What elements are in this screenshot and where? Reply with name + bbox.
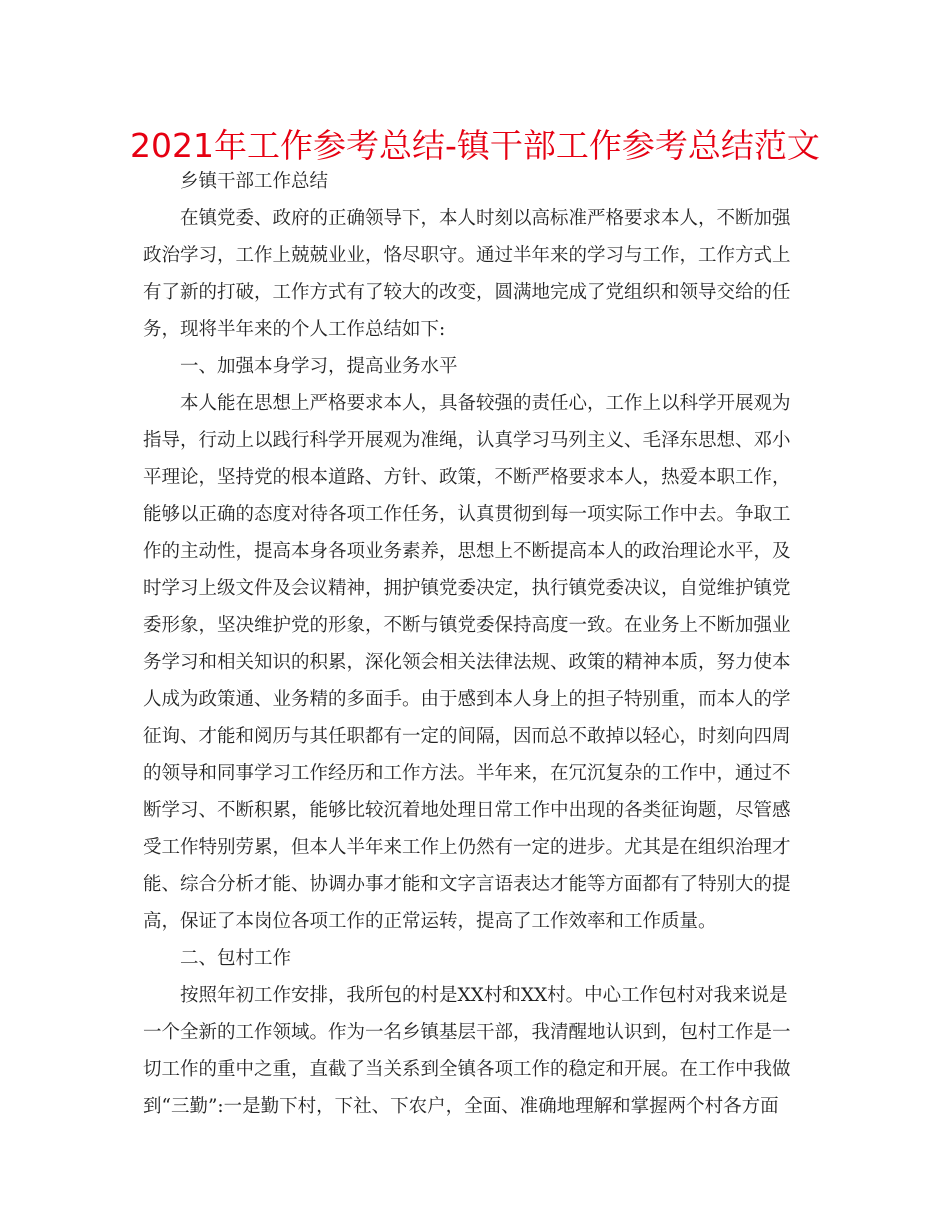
- text-line: 政治学习，工作上兢兢业业，恪尽职守。通过半年来的学习与工作，工作方式上: [143, 245, 791, 266]
- text-line: 务学习和相关知识的积累，深化领会相关法律法规、政策的精神本质，努力使本: [143, 652, 791, 673]
- text-line: 在镇党委、政府的正确领导下，本人时刻以高标准严格要求本人，不断加强: [180, 208, 791, 229]
- text-line: 乡镇干部工作总结: [180, 171, 329, 192]
- text-line: 二、包村工作: [180, 948, 292, 969]
- document-body: [143, 163, 809, 1125]
- text-line: 能够以正确的态度对待各项工作任务，认真贯彻到每一项实际工作中去。争取工: [143, 504, 791, 525]
- text-line: 平理论，坚持党的根本道路、方针、政策，不断严格要求本人，热爱本职工作，: [143, 467, 791, 488]
- text-line: 务，现将半年来的个人工作总结如下:: [143, 319, 446, 340]
- text-line: 能、综合分析才能、协调办事才能和文字言语表达才能等方面都有了特别大的提: [143, 874, 791, 895]
- text-line: 征询、才能和阅历与其任职都有一定的间隔，因而总不敢掉以轻心，时刻向四周: [143, 726, 791, 747]
- text-line: 有了新的打破，工作方式有了较大的改变，圆满地完成了党组织和领导交给的任: [143, 282, 791, 303]
- text-line: 时学习上级文件及会议精神，拥护镇党委决定，执行镇党委决议，自觉维护镇党: [143, 578, 791, 599]
- text-line: 指导，行动上以践行科学开展观为准绳，认真学习马列主义、毛泽东思想、邓小: [143, 430, 791, 451]
- text-line: 切工作的重中之重，直截了当关系到全镇各项工作的稳定和开展。在工作中我做: [143, 1059, 791, 1080]
- document-title: 2021年工作参考总结-镇干部工作参考总结范文: [130, 126, 820, 165]
- text-line: 高，保证了本岗位各项工作的正常运转，提高了工作效率和工作质量。: [143, 911, 717, 932]
- text-line: 作的主动性，提高本身各项业务素养，思想上不断提高本人的政治理论水平，及: [143, 541, 791, 562]
- text-line: 到“三勤”:一是勤下村，下社、下农户，全面、准确地理解和掌握两个村各方面: [143, 1096, 779, 1117]
- text-line: 委形象，坚决维护党的形象，不断与镇党委保持高度一致。在业务上不断加强业: [143, 615, 791, 636]
- text-line: 人成为政策通、业务精的多面手。由于感到本人身上的担子特别重，而本人的学: [143, 689, 791, 710]
- text-line: 按照年初工作安排，我所包的村是XX村和XX村。中心工作包村对我来说是: [180, 985, 788, 1006]
- text-line: 一个全新的工作领域。作为一名乡镇基层干部，我清醒地认识到，包村工作是一: [143, 1022, 791, 1043]
- text-line: 本人能在思想上严格要求本人，具备较强的责任心，工作上以科学开展观为: [180, 393, 791, 414]
- text-line: 受工作特别劳累，但本人半年来工作上仍然有一定的进步。尤其是在组织治理才: [143, 837, 791, 858]
- text-line: 的领导和同事学习工作经历和工作方法。半年来，在冗沉复杂的工作中，通过不: [143, 763, 791, 784]
- text-line: 断学习、不断积累，能够比较沉着地处理日常工作中出现的各类征询题，尽管感: [143, 800, 791, 821]
- text-line: 一、加强本身学习，提高业务水平: [180, 356, 458, 377]
